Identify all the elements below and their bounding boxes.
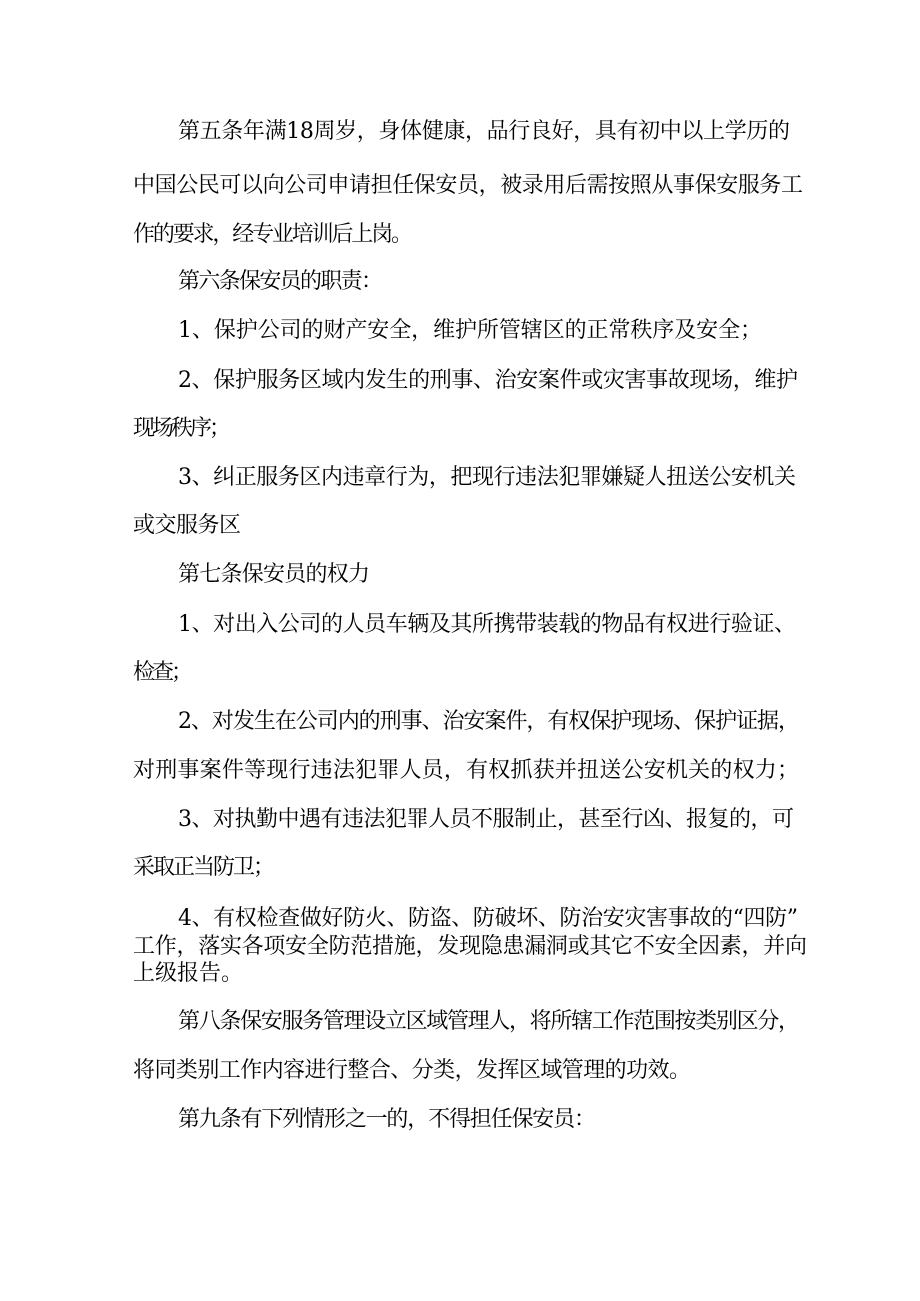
list-item: 3、纠正服务区内违章行为，把现行违法犯罪嫌疑人扭送公安机关 [178, 465, 796, 490]
section-heading: 第八条保安服务管理设立区域管理人，将所辖工作范围按类别区分， [178, 1009, 799, 1034]
list-item: 2、保护服务区域内发生的刑事、治安案件或灾害事故现场，维护 [178, 368, 798, 393]
list-item-continuation: 对刑事案件等现行违法犯罪人员，有权抓获并扭送公安机关的权力； [133, 758, 800, 783]
list-item: 2、对发生在公司内的刑事、治安案件，有权保护现场、保护证据， [178, 709, 799, 734]
list-item-continuation: 检查； [133, 660, 191, 685]
list-item: 1、对出入公司的人员车辆及其所携带装载的物品有权进行验证、 [178, 612, 796, 637]
section-heading: 第七条保安员的权力 [178, 562, 370, 587]
section-heading: 第六条保安员的职责： [178, 269, 382, 294]
list-item-continuation: 上级报告。 [133, 961, 243, 986]
text-line: 将同类别工作内容进行整合、分类，发挥区域管理的功效。 [133, 1058, 691, 1083]
text-line: 作的要求，经专业培训后上岗。 [133, 222, 411, 247]
list-item-continuation: 采取正当防卫； [133, 855, 273, 880]
section-heading: 第九条有下列情形之一的，不得担任保安员： [178, 1107, 595, 1132]
list-item: 1、保护公司的财产安全，维护所管辖区的正常秩序及安全； [178, 318, 762, 343]
list-item: 3、对执勤中遇有违法犯罪人员不服制止，甚至行凶、报复的，可 [178, 807, 794, 832]
list-item-continuation: 工作，落实各项安全防范措施，发现隐患漏洞或其它不安全因素，并向 [133, 934, 807, 959]
list-item-continuation: 或交服务区 [133, 513, 241, 538]
text-line: 第五条年满18周岁，身体健康，品行良好，具有初中以上学历的 [178, 119, 790, 144]
text-line: 中国公民可以向公司申请担任保安员，被录用后需按照从事保安服务工 [133, 173, 803, 198]
list-item-continuation: 现场秩序； [133, 416, 229, 441]
list-item: 4、有权检查做好防火、防盗、防破坏、防治安灾害事故的“四防” [178, 906, 798, 931]
